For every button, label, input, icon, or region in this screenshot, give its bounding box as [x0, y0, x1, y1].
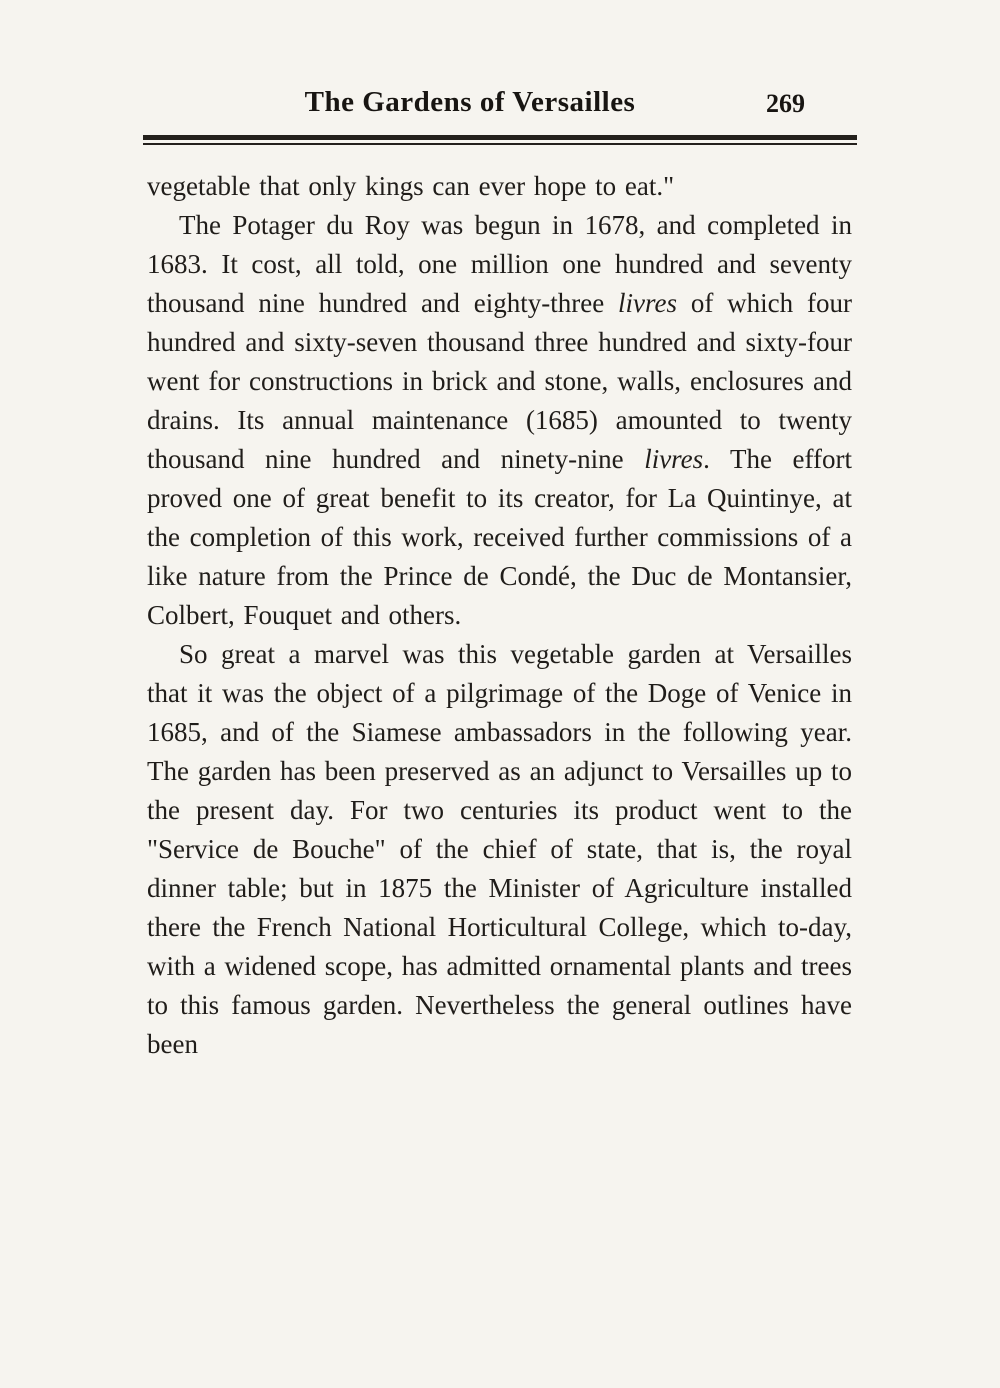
- running-header: [143, 86, 857, 128]
- paragraph: [147, 167, 852, 206]
- page-title: The Gardens of Versailles: [304, 86, 636, 118]
- text-run: So great a marvel was this vegetable garden at Versailles that it was the object of a pilgrimage of the Doge of Venice in 1685, and of the Siamese ambassadors in the following year. The garden has been preserved as an adjunct to Versailles up to the present day. For two centuries its product went to the "Service de Bouche" of the chief of state, that is, the royal dinner table; but in 1875 the Minister of Agriculture installed there the French National Horticultural College, which to-day, with a widened scope, has admitted ornamental plants and trees to this famous garden. Nevertheless the general outlines have been: [147, 639, 852, 1059]
- paragraph: [147, 635, 852, 1064]
- text-run: of which four hundred and sixty-seven thousand three hundred and sixty-four went for constructions in brick and stone, walls, enclosures and drains. Its annual maintenance (1685) amounted to twenty thousand nine hundred and ninety-nine: [147, 288, 852, 474]
- header-rule: [143, 135, 857, 145]
- page-number: 269: [766, 89, 805, 118]
- text-run: vegetable that only kings can ever hope to eat.": [147, 171, 675, 201]
- text-run: . The effort proved one of great benefit to its creator, for La Quintinye, at the completion of this work, received further commissions of a like nature from the Prince de Condé, the Duc de Montansier, Colbert, Fouquet and others.: [147, 444, 852, 630]
- text-run-italic: livres: [618, 288, 678, 318]
- page-body: [147, 167, 852, 1064]
- text-run: The Potager du Roy was begun in 1678, and completed in 1683. It cost, all told, one million one hundred and seventy thousand nine hundred and eighty-three: [147, 210, 852, 318]
- text-run-italic: livres: [644, 444, 704, 474]
- paragraph: [147, 206, 852, 635]
